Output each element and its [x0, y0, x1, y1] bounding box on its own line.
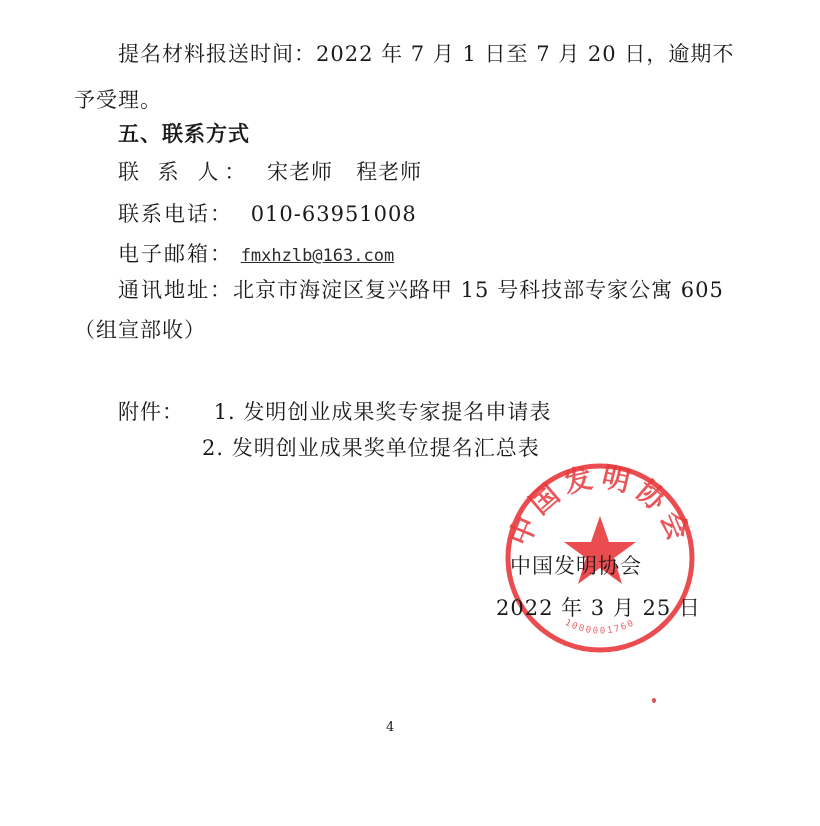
signature-date: 2022 年 3 月 25 日: [496, 596, 701, 620]
signature-org: 中国发明协会: [510, 554, 642, 578]
email-link[interactable]: fmxhzlb@163.com: [240, 246, 395, 266]
section-5-title: 五、联系方式: [118, 122, 250, 146]
attachment-item-2: 2. 发明创业成果奖单位提名汇总表: [202, 436, 540, 460]
phone-row: [118, 200, 417, 228]
attachments-row-1: [118, 398, 551, 426]
deadline-line-1: 提名材料报送时间：2022 年 7 月 1 日至 7 月 20 日，逾期不: [118, 42, 735, 66]
contact-names: 宋老师 程老师: [267, 160, 423, 184]
ink-dot: [652, 698, 656, 703]
address-row: [118, 276, 724, 304]
page-number: 4: [386, 720, 395, 735]
contact-label: 联 系 人：: [118, 160, 252, 184]
attachment-item-1: 1. 发明创业成果奖专家提名申请表: [213, 400, 552, 424]
seal-number: 1000001760: [563, 617, 637, 637]
phone-label: 联系电话：: [118, 202, 233, 226]
address-line-2: （组宣部收）: [74, 318, 206, 342]
address-label: 通讯地址：: [118, 278, 233, 302]
phone-value: 010-63951008: [250, 202, 417, 226]
email-label: 电子邮箱：: [118, 242, 233, 266]
address-value: 北京市海淀区复兴路甲 15 号科技部专家公寓 605: [233, 278, 724, 302]
contact-row: [118, 158, 422, 186]
attachments-label: 附件：: [118, 400, 184, 424]
email-row: [118, 240, 394, 270]
deadline-line-2: 予受理。: [74, 88, 162, 112]
seal-arc-text: 中国发明协会: [502, 459, 698, 551]
